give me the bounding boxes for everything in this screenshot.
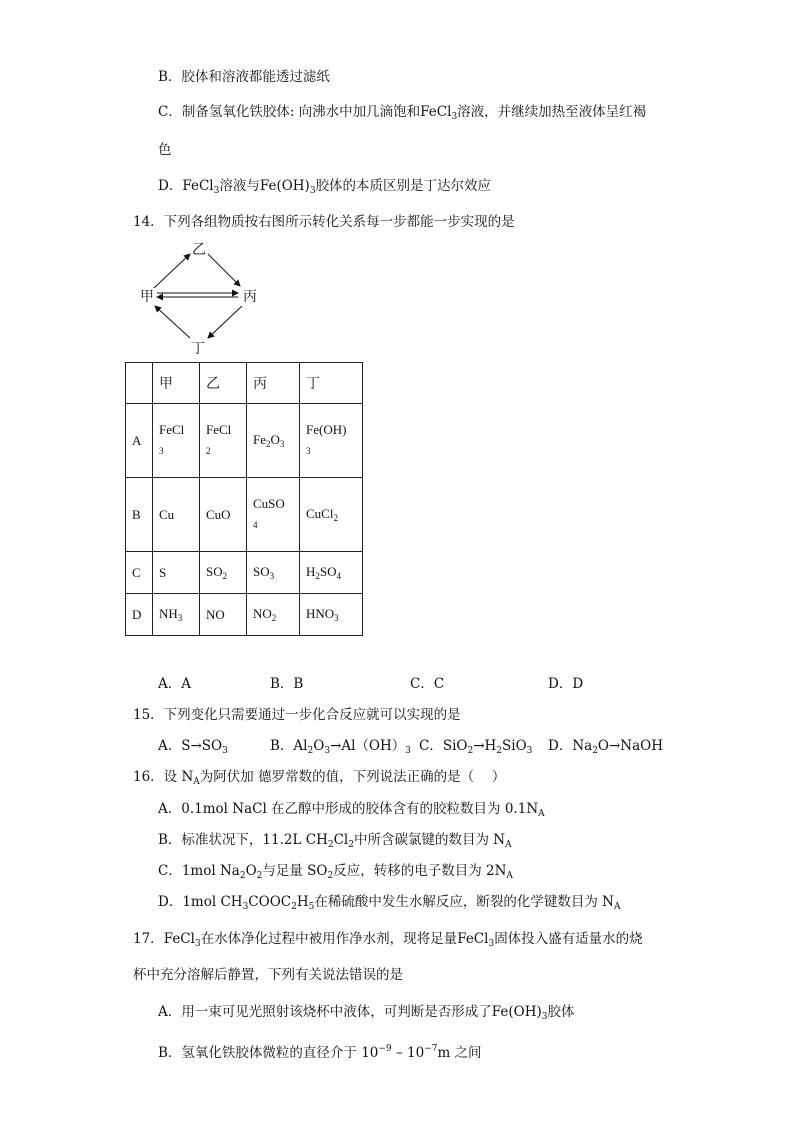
- q17-option-b: B．氢氧化铁胶体微粒的直径介于 $10^{-9} - 10^{-7}m$ 之间: [158, 1044, 482, 1061]
- formula-fecl3: FeCl$_3$: [163, 931, 201, 949]
- q15-option-a: A．$S\to SO_3$: [158, 738, 228, 756]
- table-cell: $SO_2$: [200, 552, 247, 594]
- q15-option-d: D．$Na_2O\to NaOH$: [548, 738, 664, 756]
- table-header-row: [126, 363, 363, 404]
- q16-option-c: C．1mol $Na_2O_2$与足量 $SO_2$反应，转移的电子数目为 $2N_A$: [158, 863, 513, 881]
- q14-option-b: B．B: [270, 676, 304, 692]
- table-cell: Fe(OH) 3: [300, 404, 363, 478]
- row-label: A: [126, 404, 153, 478]
- formula-fecl3: FeCl$_3$: [457, 931, 495, 949]
- node-bing: 丙: [243, 289, 257, 305]
- row-label: B: [126, 478, 153, 552]
- table-cell: Cu: [153, 478, 200, 552]
- arrow-ding-jia: [155, 306, 190, 338]
- row-label: C: [126, 552, 153, 594]
- conversion-diagram: [130, 238, 270, 360]
- q17-stem-line2: 杯中充分溶解后静置，下列有关说法错误的是: [133, 967, 403, 983]
- arrow-jia-yi: [154, 254, 190, 288]
- node-jia: 甲: [140, 289, 154, 305]
- table-cell: FeCl 2: [200, 404, 247, 478]
- table-cell: $NO_2$: [247, 594, 300, 636]
- table-cell: $H_2SO_4$: [300, 552, 363, 594]
- formula-feoh3: $Fe(OH)_3$: [259, 178, 316, 196]
- formula-fecl3: FeCl$_3$: [182, 178, 220, 196]
- table-cell: $Fe_2O_3$: [247, 404, 300, 478]
- formula-fecl3: FeCl$_3$: [420, 104, 458, 122]
- table-cell: NO: [200, 594, 247, 636]
- table-cell: CuCl$_2$: [300, 478, 363, 552]
- q13-option-b: B．胶体和溶液都能透过滤纸: [158, 69, 330, 85]
- q16-option-a: A．0.1mol NaCl 在乙醇中形成的胶体含有的胶粒数目为 $0.1N_A$: [158, 801, 545, 819]
- formula-feoh3: $Fe(OH)_3$: [491, 1004, 548, 1022]
- table-row: [126, 404, 363, 478]
- q16-option-d: D．1mol $CH_3COOC_2H_5$在稀硫酸中发生水解反应，断裂的化学键数目为 $N_A$: [158, 894, 621, 912]
- table-row: [126, 478, 363, 552]
- table-cell: $HNO_3$: [300, 594, 363, 636]
- table-row: [126, 594, 363, 636]
- q13-option-c-text-2: 溶液，并继续加热至液体呈红褐: [457, 104, 647, 120]
- q15-stem: 15．下列变化只需要通过一步化合反应就可以实现的是: [133, 707, 461, 723]
- q13-option-c: [158, 103, 646, 126]
- table-header-cell: 丁: [300, 363, 363, 404]
- q14-option-c: C．C: [410, 676, 445, 692]
- arrow-yi-bing: [208, 254, 240, 286]
- q13-option-d: D．FeCl$_3$溶液与$Fe(OH)_3$胶体的本质区别是丁达尔效应: [158, 178, 492, 196]
- table-cell: $SO_3$: [247, 552, 300, 594]
- table-cell: CuO: [200, 478, 247, 552]
- table-cell: S: [153, 552, 200, 594]
- table-cell: FeCl 3: [153, 404, 200, 478]
- q14-table: [125, 362, 363, 636]
- table-cell: $NH_3$: [153, 594, 200, 636]
- q13-option-c-text: C．制备氢氧化铁胶体: 向沸水中加几滴饱和: [158, 104, 421, 120]
- q17-stem-line1: 17．FeCl$_3$在水体净化过程中被用作净水剂，现将足量FeCl$_3$固体投入盛有适量水的烧: [133, 931, 643, 949]
- q15-option-c: C．$SiO_2\to H_2SiO_3$: [419, 738, 533, 756]
- table-cell: CuSO 4: [247, 478, 300, 552]
- table-header-cell: [126, 363, 153, 404]
- q16-option-b: B．标准状况下，11.2L $CH_2Cl_2$中所含碳氯键的数目为 $N_A$: [158, 832, 512, 850]
- q16-stem: 16．设 $N_A$为阿伏加 德罗常数的值，下列说法正确的是（ ）: [133, 769, 506, 787]
- q13-option-c-cont: 色: [158, 142, 172, 158]
- table-header-cell: 丙: [247, 363, 300, 404]
- q17-option-a: A．用一束可见光照射该烧杯中液体，可判断是否形成了$Fe(OH)_3$胶体: [158, 1004, 575, 1022]
- node-ding: 丁: [191, 341, 205, 357]
- q14-option-d: D．D: [548, 676, 584, 692]
- row-label: D: [126, 594, 153, 636]
- table-header-cell: 乙: [200, 363, 247, 404]
- q15-option-b: B．$Al_2O_3\to Al(OH)_3$: [270, 738, 412, 756]
- q14-option-a: A．A: [158, 676, 191, 692]
- q14-stem: 14．下列各组物质按右图所示转化关系每一步都能一步实现的是: [133, 214, 515, 230]
- table-row: [126, 552, 363, 594]
- node-yi: 乙: [192, 242, 206, 258]
- table-header-cell: 甲: [153, 363, 200, 404]
- arrow-bing-ding: [208, 306, 242, 338]
